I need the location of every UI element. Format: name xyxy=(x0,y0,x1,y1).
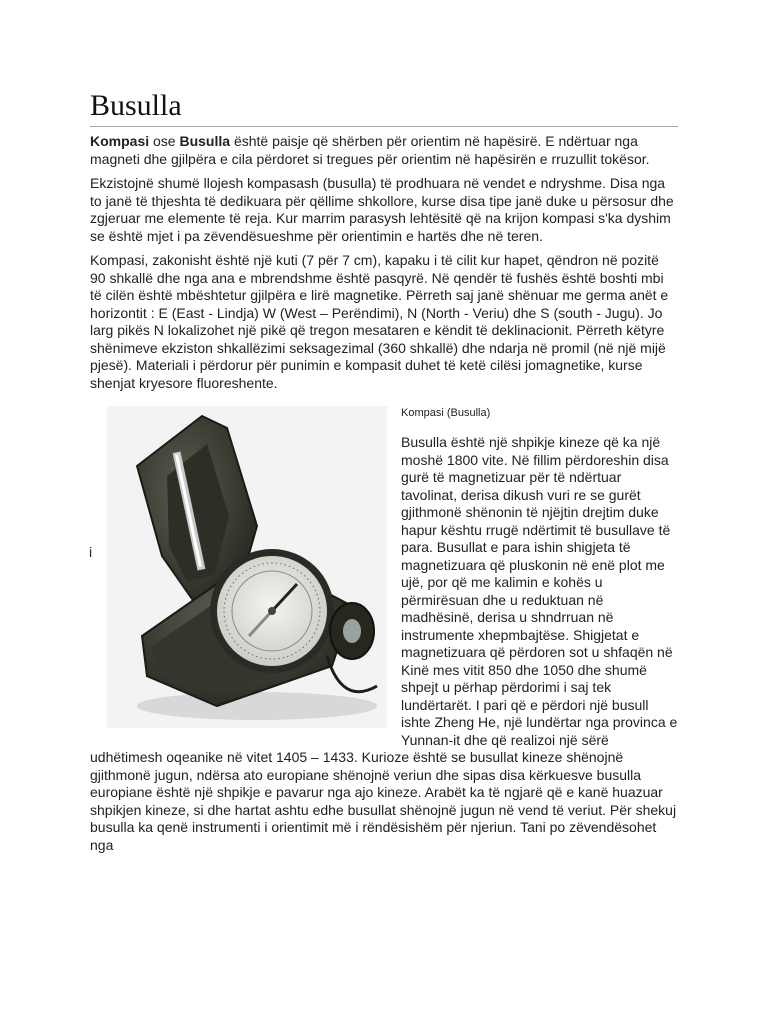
types-paragraph: Ekzistojnë shumë llojesh kompasash (busulla) të prodhuara në vendet e ndryshme. Disa nga to janë të thjeshta të dedikuara për qëllime shkollore, kurse disa tipe janë duke u përsosur dhe zgjeruar me elemente të reja. Kur marrim parasysh lehtësitë që na krijon kompasi s'ka dyshim se është mjet i pa zëvendësueshme për orientimin e hartës dhe në teren. xyxy=(90,175,674,244)
intro-text: është paisje që shërben për orientim në hapësirë. E ndërtuar nga magneti dhe gjilpëra e cila përdoret si tregues për orientim në hapësirën e rruzullit tokësor. xyxy=(90,133,650,167)
intro-paragraph xyxy=(90,133,678,168)
title-divider xyxy=(90,126,678,127)
term-busulla: Busulla xyxy=(179,133,231,149)
description-paragraph: Kompasi, zakonisht është një kuti (7 për 7 cm), kapaku i të cilit kur hapet, qëndron në pozitë 90 shkallë dhe nga ana e mbrendshme është pasqyrë. Në qendër të fushës është boshti mbi të cilën është mbështetur gjilpëra e lirë magnetike. Përreth saj janë shënuar me germa anët e horizontit : E (East - Lindja) W (West – Perëndimi), N (North - Veriu) dhe S (south - Jugu). Jo larg pikës N lokalizohet një pikë që tregon mesataren e këndit të deklinacionit. Përreth këtyre shënimeve ekziston shkallëzimi seksagezimal (360 shkallë) dhe ndarja në promil (në një mijë pjesë). Materiali i përdorur për punimin e kompasit duhet të ketë cilësi jomagnetike, kurse shenjat kryesore fluoreshente. xyxy=(90,252,669,391)
stray-character: i xyxy=(89,544,93,560)
term-kompasi: Kompasi xyxy=(90,133,150,149)
history-section xyxy=(90,406,678,854)
article-body xyxy=(90,133,678,861)
figure-caption: Kompasi (Busulla) xyxy=(401,407,491,419)
page-title: Busulla xyxy=(90,89,182,122)
compass-figure xyxy=(107,406,391,728)
history-paragraph: Busulla është një shpikje kineze që ka një moshë 1800 vite. Në fillim përdoreshin disa gurë të magnetizuar për të ndërtuar tavolinat, derisa dikush vuri re se gurët gjithmonë shënonin të njëjtin drejtim duke hapur kështu rrugë ndërtimit të busullave të para. Busullat e para ishin shigjeta të magnetizuara që pluskonin në enë plot me ujë, por që me kalimin e kohës u përmirësuan dhe u reduktuan në madhësinë, derisa u shndrruan në instrumente xhepmbajtëse. Shigjetat e magnetizuara që përdoren sot u shfaqën në Kinë mes vitit 850 dhe 1050 dhe shumë shpejt u përhap përdorimi i saj tek lundërtarët. I pari që e përdori një busull ishte Zheng He, një lundërtar nga provinca e Yunnan-it dhe që realizoi një sërë udhëtimesh oqeanike në vitet 1405 – 1433. Kurioze është se busullat kineze shënojnë gjithmonë jugun, ndërsa ato europiane shënojnë veriun dhe sipas disa kërkuesve busulla europiane është një shpikje e pavarur nga ajo kineze. Arabët ka të ngjarë që e kanë huazuar shpikjen kineze, si dhe hartat ashtu edhe busullat shënojnë jugun në vend të veriut. Për shekuj busulla ka qenë instrumenti i orientimit më i rëndësishëm për njeriun. Tani po zëvendësohet nga xyxy=(90,434,678,853)
intro-connector: ose xyxy=(149,133,180,149)
compass-icon xyxy=(107,406,387,728)
compass-photo xyxy=(107,406,387,728)
